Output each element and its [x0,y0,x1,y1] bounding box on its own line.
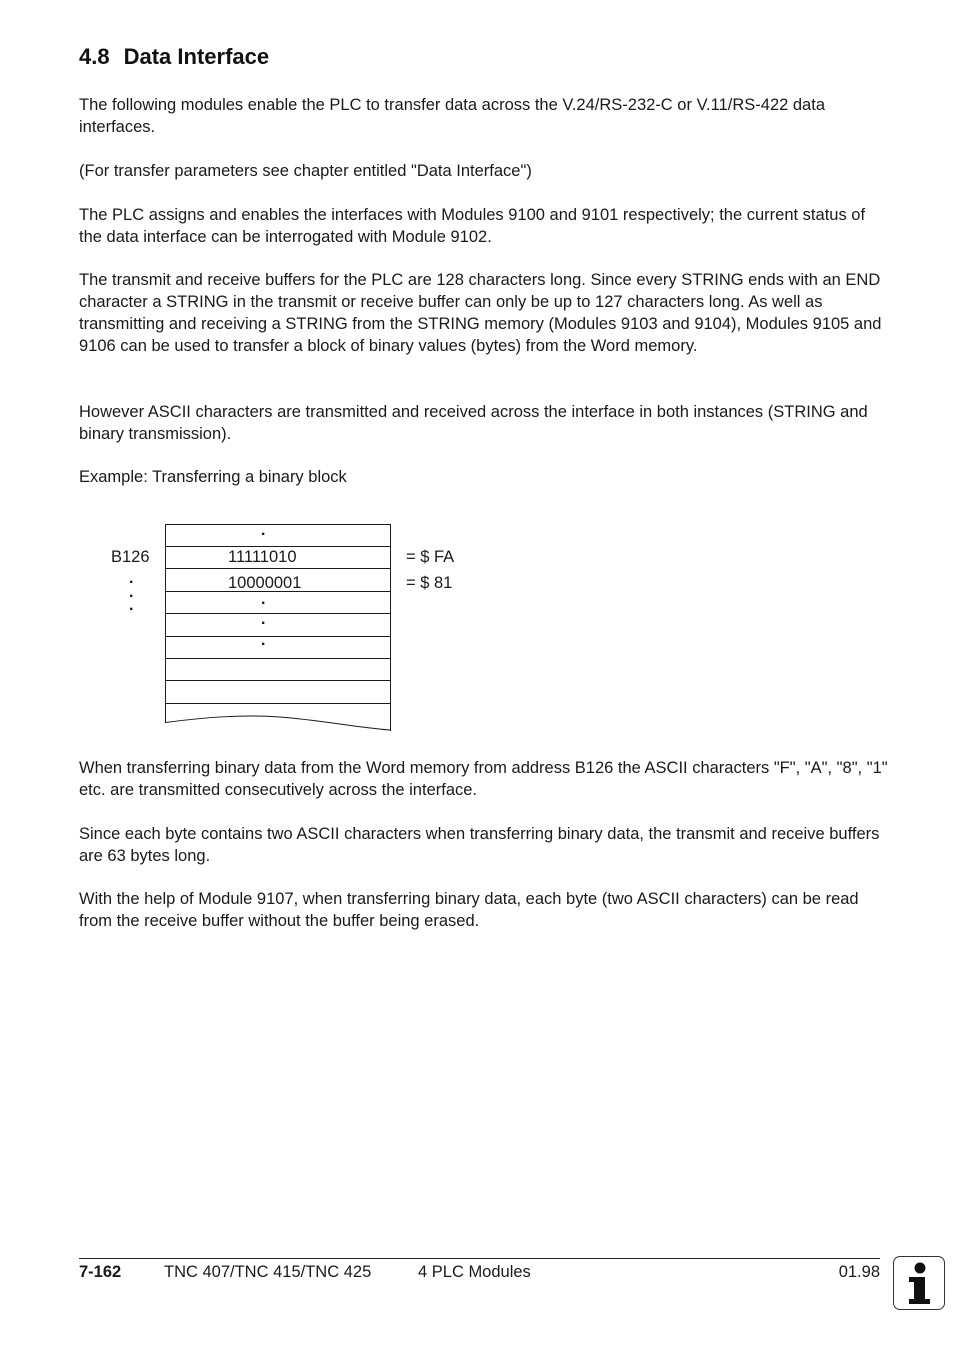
section-number: 4.8 [79,44,110,69]
page-number: 7-162 [79,1263,122,1281]
paragraph-module-9107: With the help of Module 9107, when transferring binary data, each byte (two ASCII characters) can be read from the receive buffer without the buffer being erased. [79,890,859,930]
ellipsis-dot: . [261,591,266,608]
address-label: B126 [111,548,150,566]
paragraph-interface-modules: The PLC assigns and enables the interfaces with Modules 9100 and 9101 respectively; the current status of the data interface can be interrogated with Module 9102. [79,206,866,246]
ellipsis-dot: . [261,632,266,649]
cell-bits: 10000001 [228,574,302,592]
paragraph-buffers: The transmit and receive buffers for the PLC are 128 characters long. Since every STRING ends with an END character a STRING in the transmit or receive buffer can only be up to 127 characters long. As well as transmitting and receiving a STRING from the STRING memory (Modules 9103 and 9104), Modules 9105 and 9106 can be used to transfer a block of binary values (bytes) from the Word memory. [79,271,882,355]
section-title: Data Interface [123,44,270,69]
footer-rule [79,1258,880,1259]
paragraph-ascii: However ASCII characters are transmitted and received across the interface in both instances (STRING and binary transmission). [79,403,868,443]
cell-bits: 11111010 [228,548,297,566]
ellipsis-dot: . [129,597,134,614]
ellipsis-dot: . [261,611,266,628]
paragraph-buffer-length: Since each byte contains two ASCII characters when transferring binary data, the transmit and receive buffers are 63 bytes long. [79,825,880,865]
product-name: TNC 407/TNC 415/TNC 425 [164,1263,372,1281]
info-icon [893,1256,945,1310]
paragraph-intro: The following modules enable the PLC to transfer data across the V.24/RS-232-C or V.11/RS-422 data interfaces. [79,96,825,136]
ellipsis-dot: . [129,570,134,587]
revision-date: 01.98 [838,1263,880,1281]
paragraph-example-caption: Example: Transferring a binary block [79,468,347,486]
chapter-name: 4 PLC Modules [418,1263,531,1281]
section-heading [79,44,269,70]
paragraph-transfer-params: (For transfer parameters see chapter entitled "Data Interface") [79,162,532,180]
ellipsis-dot: . [261,522,266,539]
cell-value: = $ FA [406,548,455,566]
cell-value: = $ 81 [406,574,453,592]
ellipsis-dot: . [129,584,134,601]
paragraph-ascii-sequence: When transferring binary data from the Word memory from address B126 the ASCII characters "F", "A", "8", "1" etc. are transmitted consecutively across the interface. [79,759,888,799]
